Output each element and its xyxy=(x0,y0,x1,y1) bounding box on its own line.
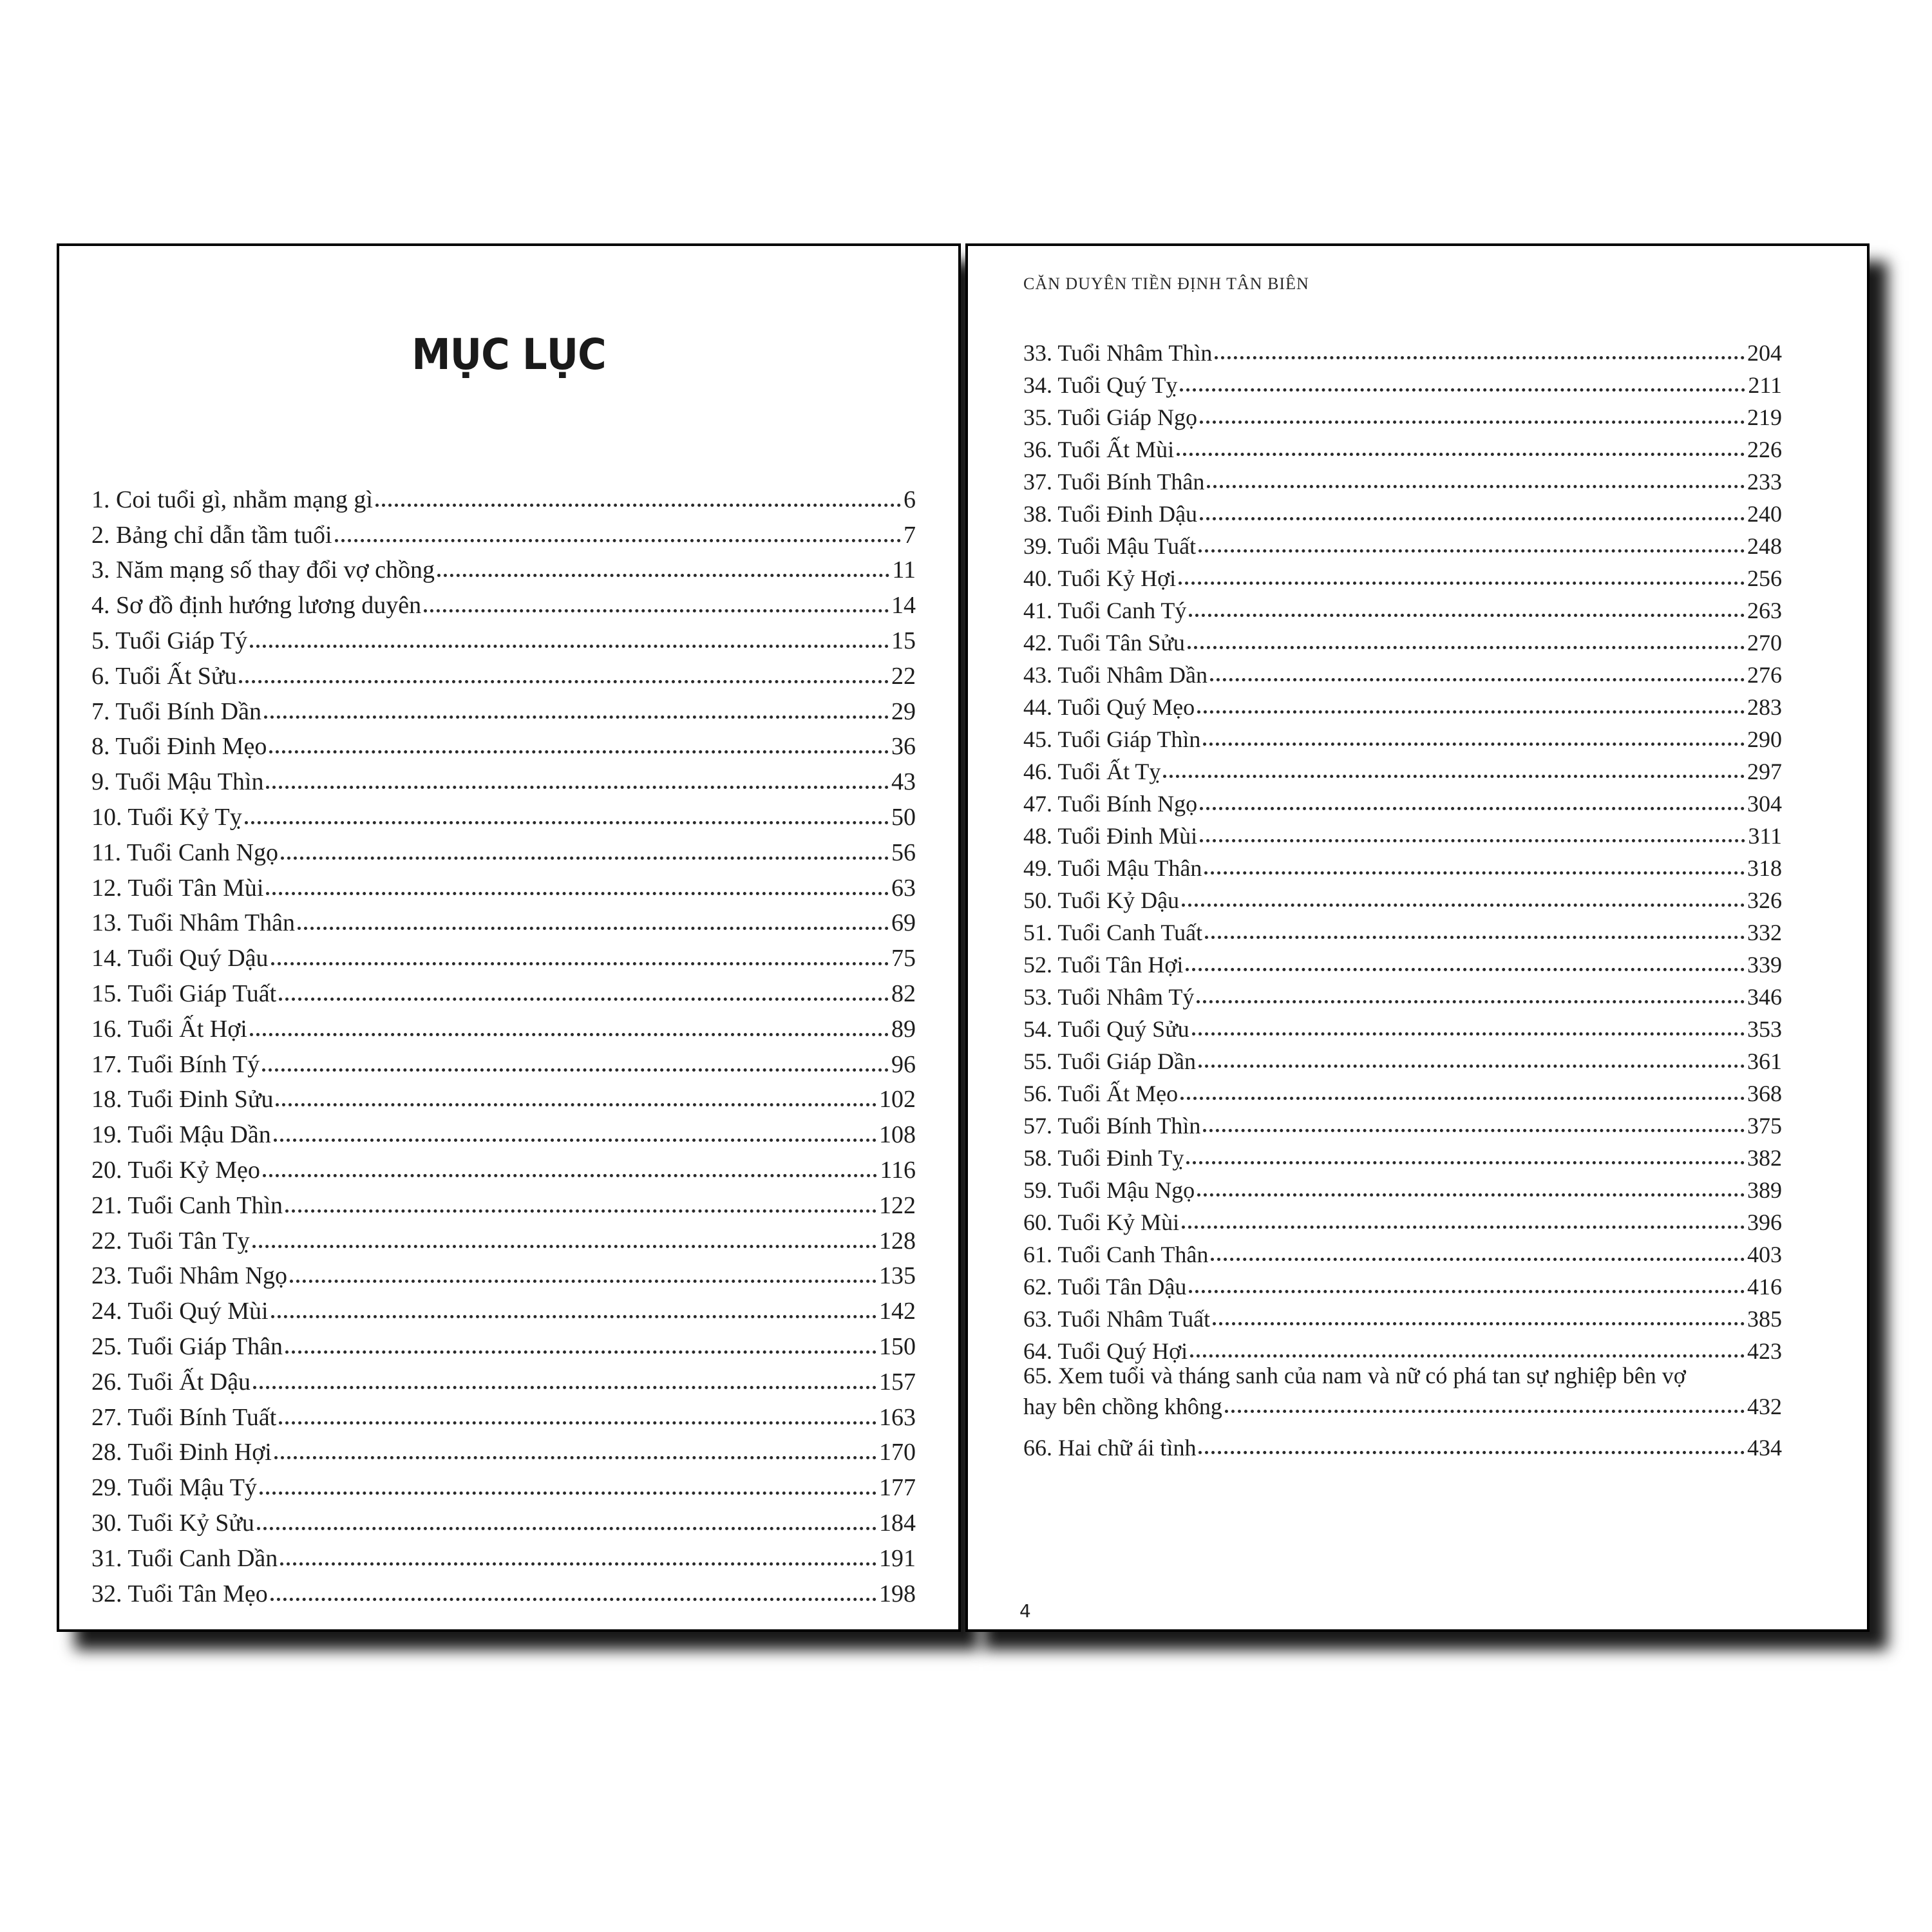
toc-entry xyxy=(1023,527,1782,559)
toc-entry-page: 29 xyxy=(891,697,916,725)
toc-entry-label: 12. Tuổi Tân Mùi xyxy=(91,874,264,902)
toc-entry xyxy=(91,1537,916,1572)
toc-entry-label: 16. Tuổi Ất Hợi xyxy=(91,1015,247,1043)
toc-entry-page: 219 xyxy=(1747,404,1782,430)
dot-leader xyxy=(1198,1451,1745,1454)
toc-entry xyxy=(91,866,916,902)
toc-entry-page: 256 xyxy=(1747,565,1782,591)
toc-entry-label: 54. Tuổi Quý Sửu xyxy=(1023,1016,1189,1042)
toc-entry-label: 62. Tuổi Tân Dậu xyxy=(1023,1274,1187,1300)
toc-entry-page: 184 xyxy=(879,1509,916,1537)
toc-entry-page: 423 xyxy=(1747,1338,1782,1364)
toc-entry-label: 50. Tuổi Kỷ Dậu xyxy=(1023,887,1180,913)
dot-leader xyxy=(262,1068,889,1072)
toc-entry-label: 41. Tuổi Canh Tý xyxy=(1023,598,1187,623)
toc-entry xyxy=(91,513,916,549)
toc-entry-label: 56. Tuổi Ất Mẹo xyxy=(1023,1081,1179,1106)
dot-leader xyxy=(271,962,889,965)
dot-leader xyxy=(252,1245,876,1248)
dot-leader xyxy=(266,892,889,895)
toc-entry-label: 28. Tuổi Đinh Hợi xyxy=(91,1439,272,1466)
toc-entry-page: 434 xyxy=(1747,1435,1782,1461)
toc-entry-page: 128 xyxy=(879,1227,916,1255)
toc-entry-label: 31. Tuổi Canh Dần xyxy=(91,1544,278,1572)
dot-leader xyxy=(271,1315,876,1318)
dot-leader xyxy=(1198,1065,1745,1068)
toc-entry-page: 368 xyxy=(1747,1081,1782,1106)
toc-entry xyxy=(1023,720,1782,752)
toc-entry xyxy=(91,760,916,795)
toc-entry-page: 157 xyxy=(879,1368,916,1396)
dot-leader xyxy=(1189,614,1745,617)
toc-entry-label: 10. Tuổi Kỷ Tỵ xyxy=(91,803,242,831)
toc-entry xyxy=(1023,1267,1782,1300)
toc-entry-page: 375 xyxy=(1747,1113,1782,1139)
toc-entry xyxy=(1023,398,1782,430)
toc-entry-page: 204 xyxy=(1747,340,1782,366)
toc-entry-page: 276 xyxy=(1747,662,1782,688)
toc-entry-label: 35. Tuổi Giáp Ngọ xyxy=(1023,404,1198,430)
toc-entry-page: 304 xyxy=(1747,791,1782,817)
toc-entry xyxy=(91,1113,916,1148)
toc-entry-label: 23. Tuổi Nhâm Ngọ xyxy=(91,1262,288,1290)
dot-leader xyxy=(1182,1226,1745,1229)
toc-entry xyxy=(1023,784,1782,817)
toc-entry xyxy=(91,1255,916,1290)
dot-leader xyxy=(1210,678,1745,681)
toc-entry-label: 15. Tuổi Giáp Tuất xyxy=(91,980,277,1007)
toc-entry-page: 240 xyxy=(1747,501,1782,527)
toc-entry-label: 58. Tuổi Đinh Tỵ xyxy=(1023,1145,1184,1171)
toc-entry-label: 27. Tuổi Bính Tuất xyxy=(91,1403,277,1431)
toc-entry-label: 40. Tuổi Kỷ Hợi xyxy=(1023,565,1177,591)
toc-entry-label: 33. Tuổi Nhâm Thìn xyxy=(1023,340,1213,366)
dot-leader xyxy=(1215,356,1745,359)
dot-leader xyxy=(1200,421,1745,424)
toc-entry-label: 32. Tuổi Tân Mẹo xyxy=(91,1580,268,1607)
toc-entry xyxy=(1023,1428,1782,1461)
dot-leader xyxy=(1180,1097,1745,1100)
left-page xyxy=(57,243,961,1632)
toc-entry-label: hay bên chồng không xyxy=(1023,1394,1222,1419)
toc-entry-page: 50 xyxy=(891,803,916,831)
toc-entry xyxy=(1023,913,1782,945)
toc-entry-label: 24. Tuổi Quý Mùi xyxy=(91,1298,269,1325)
toc-entry xyxy=(91,902,916,937)
toc-entry xyxy=(1023,945,1782,978)
toc-entry-label: 1. Coi tuổi gì, nhằm mạng gì xyxy=(91,486,373,513)
dot-leader xyxy=(260,1492,876,1495)
dot-leader xyxy=(263,1174,878,1177)
toc-entry-page: 403 xyxy=(1747,1242,1782,1267)
toc-entry-label: 3. Năm mạng số thay đổi vợ chồng xyxy=(91,556,435,584)
dot-leader xyxy=(437,574,889,577)
toc-entry-page: 96 xyxy=(891,1050,916,1078)
toc-entry-page: 270 xyxy=(1747,630,1782,656)
toc-entry-label: 49. Tuổi Mậu Thân xyxy=(1023,855,1202,881)
dot-leader xyxy=(1205,936,1745,939)
toc-entry-page: 14 xyxy=(891,592,916,620)
dot-leader xyxy=(1198,549,1745,553)
dot-leader xyxy=(1186,968,1745,971)
toc-entry-page: 89 xyxy=(891,1015,916,1043)
toc-entry-page: 396 xyxy=(1747,1209,1782,1235)
toc-entry-label: 53. Tuổi Nhâm Tý xyxy=(1023,984,1195,1010)
toc-entry-page: 290 xyxy=(1747,726,1782,752)
toc-entry-label: 5. Tuổi Giáp Tý xyxy=(91,627,248,654)
toc-entry-page: 56 xyxy=(891,838,916,866)
dot-leader xyxy=(276,1103,876,1106)
dot-leader xyxy=(274,1139,876,1142)
toc-entry-page: 6 xyxy=(904,486,916,513)
page-number: 4 xyxy=(1019,1600,1031,1622)
dot-leader xyxy=(269,750,889,753)
toc-entry xyxy=(1023,881,1782,913)
toc-entry xyxy=(1023,1171,1782,1203)
toc-entry xyxy=(1023,495,1782,527)
dot-leader xyxy=(1213,1322,1745,1325)
toc-entry xyxy=(1023,817,1782,849)
toc-entry xyxy=(91,1007,916,1043)
dot-leader xyxy=(1197,710,1745,714)
right-page xyxy=(965,243,1870,1632)
dot-leader xyxy=(250,1033,889,1036)
toc-entry-page: 346 xyxy=(1747,984,1782,1010)
toc-entry-page: 318 xyxy=(1747,855,1782,881)
toc-entry-page: 15 xyxy=(891,627,916,654)
dot-leader xyxy=(280,1562,876,1566)
toc-entry-page: 177 xyxy=(879,1474,916,1502)
toc-entry-page: 142 xyxy=(879,1298,916,1325)
toc-entry-page: 361 xyxy=(1747,1048,1782,1074)
toc-entry-page: 116 xyxy=(880,1156,916,1184)
toc-entry-page: 311 xyxy=(1748,823,1782,849)
toc-entry-label: 64. Tuổi Quý Hợi xyxy=(1023,1338,1188,1364)
toc-entry-label: 60. Tuổi Kỷ Mùi xyxy=(1023,1209,1180,1235)
toc-entry-label: 34. Tuổi Quý Tỵ xyxy=(1023,372,1178,398)
toc-list-left xyxy=(91,478,916,1607)
toc-entry-label: 18. Tuổi Đinh Sửu xyxy=(91,1086,274,1113)
toc-entry-label: 44. Tuổi Quý Mẹo xyxy=(1023,694,1195,720)
dot-leader xyxy=(1211,1258,1745,1261)
toc-entry-label: 46. Tuổi Ất Tỵ xyxy=(1023,759,1161,784)
toc-entry-page: 82 xyxy=(891,980,916,1007)
toc-entry xyxy=(1023,752,1782,784)
toc-entry-label: 26. Tuổi Ất Dậu xyxy=(91,1368,251,1396)
toc-entry-label: 63. Tuổi Nhâm Tuất xyxy=(1023,1306,1211,1332)
toc-entry xyxy=(91,936,916,972)
toc-entry xyxy=(91,1078,916,1113)
dot-leader xyxy=(424,609,889,612)
toc-entry-label: 38. Tuổi Đinh Dậu xyxy=(1023,501,1198,527)
toc-entry xyxy=(1023,462,1782,495)
toc-entry-page: 135 xyxy=(879,1262,916,1290)
toc-entry xyxy=(1023,334,1782,366)
toc-entry-label: 29. Tuổi Mậu Tý xyxy=(91,1474,257,1502)
toc-entry-label: 48. Tuổi Đinh Mùi xyxy=(1023,823,1198,849)
dot-leader xyxy=(279,1421,876,1425)
toc-entry xyxy=(1023,1364,1782,1419)
toc-entry-label: 42. Tuổi Tân Sửu xyxy=(1023,630,1185,656)
dot-leader xyxy=(1197,1193,1745,1197)
toc-entry-label: 9. Tuổi Mậu Thìn xyxy=(91,768,264,796)
toc-entry xyxy=(91,1360,916,1396)
toc-entry xyxy=(1023,1042,1782,1074)
dot-leader xyxy=(245,821,889,824)
toc-entry-page: 122 xyxy=(879,1191,916,1219)
toc-entry-page: 163 xyxy=(879,1403,916,1431)
toc-entry xyxy=(1023,591,1782,623)
toc-entry-label: 59. Tuổi Mậu Ngọ xyxy=(1023,1177,1195,1203)
toc-entry-page: 191 xyxy=(879,1544,916,1572)
toc-entry xyxy=(91,478,916,513)
toc-entry-page: 297 xyxy=(1747,759,1782,784)
toc-entry xyxy=(1023,1139,1782,1171)
toc-entry xyxy=(1023,559,1782,591)
toc-entry xyxy=(1023,1010,1782,1042)
toc-entry-label: 19. Tuổi Mậu Dần xyxy=(91,1121,271,1149)
toc-entry xyxy=(91,654,916,690)
dot-leader xyxy=(1179,582,1745,585)
dot-leader xyxy=(1192,1032,1745,1036)
toc-entry-label: 6. Tuổi Ất Sửu xyxy=(91,662,237,690)
toc-entry xyxy=(91,1396,916,1431)
toc-entry xyxy=(91,831,916,866)
dot-leader xyxy=(281,857,889,860)
dot-leader xyxy=(1189,1290,1745,1293)
toc-entry-page: 385 xyxy=(1747,1306,1782,1332)
toc-entry-label: 8. Tuổi Đinh Mẹo xyxy=(91,733,267,761)
dot-leader xyxy=(1225,1410,1745,1413)
dot-leader xyxy=(290,1280,876,1283)
toc-entry-label: 7. Tuổi Bính Dần xyxy=(91,697,261,725)
toc-entry-page: 43 xyxy=(891,768,916,796)
dot-leader xyxy=(274,1456,876,1459)
toc-entry xyxy=(91,1431,916,1466)
toc-entry xyxy=(91,1043,916,1078)
toc-entry-label: 30. Tuổi Kỷ Sửu xyxy=(91,1509,254,1537)
toc-entry-page: 382 xyxy=(1747,1145,1782,1171)
toc-entry-page: 63 xyxy=(891,874,916,902)
toc-entry-page: 198 xyxy=(879,1580,916,1607)
toc-entry-page: 389 xyxy=(1747,1177,1782,1203)
toc-entry xyxy=(91,1572,916,1607)
toc-list-right xyxy=(1023,334,1782,1461)
toc-entry-page: 211 xyxy=(1748,372,1782,398)
dot-leader xyxy=(1180,388,1745,392)
toc-entry xyxy=(91,619,916,654)
dot-leader xyxy=(1197,1000,1745,1003)
toc-entry-label: 20. Tuổi Kỷ Mẹo xyxy=(91,1156,260,1184)
toc-entry-page: 102 xyxy=(879,1086,916,1113)
toc-entry-page: 150 xyxy=(879,1332,916,1360)
toc-entry xyxy=(1023,366,1782,398)
dot-leader xyxy=(1200,807,1745,810)
toc-entry-page: 416 xyxy=(1747,1274,1782,1300)
toc-entry-label: 55. Tuổi Giáp Dần xyxy=(1023,1048,1197,1074)
toc-entry-label: 37. Tuổi Bính Thân xyxy=(1023,469,1205,495)
toc-entry xyxy=(1023,1300,1782,1332)
toc-entry-page: 170 xyxy=(879,1439,916,1466)
toc-entry xyxy=(1023,1074,1782,1106)
dot-leader xyxy=(335,539,901,542)
toc-entry xyxy=(91,549,916,584)
toc-entry-page: 432 xyxy=(1747,1394,1782,1419)
toc-entry-label: 13. Tuổi Nhâm Thân xyxy=(91,909,296,937)
toc-entry-page: 11 xyxy=(892,556,916,584)
toc-entry-page: 283 xyxy=(1747,694,1782,720)
toc-entry-label: 21. Tuổi Canh Thìn xyxy=(91,1191,283,1219)
toc-entry-label: 39. Tuổi Mậu Tuất xyxy=(1023,533,1197,559)
toc-entry-page: 233 xyxy=(1747,469,1782,495)
toc-entry-label: 51. Tuổi Canh Tuất xyxy=(1023,920,1203,945)
toc-entry-page: 339 xyxy=(1747,952,1782,978)
toc-entry xyxy=(1023,656,1782,688)
toc-entry-label: 57. Tuổi Bính Thìn xyxy=(1023,1113,1201,1139)
toc-entry-label: 11. Tuổi Canh Ngọ xyxy=(91,838,278,866)
toc-entry xyxy=(91,1219,916,1255)
dot-leader xyxy=(1163,775,1745,778)
toc-entry-page: 108 xyxy=(879,1121,916,1149)
toc-entry-page: 353 xyxy=(1747,1016,1782,1042)
toc-entry xyxy=(1023,430,1782,462)
toc-title: MỤC LỤC xyxy=(412,330,606,379)
toc-entry xyxy=(1023,623,1782,656)
toc-entry xyxy=(1023,1235,1782,1267)
dot-leader xyxy=(266,786,889,789)
toc-entry-label: 14. Tuổi Quý Dậu xyxy=(91,945,269,972)
toc-entry xyxy=(91,1466,916,1501)
dot-leader xyxy=(264,715,889,719)
dot-leader xyxy=(1188,646,1745,649)
dot-leader xyxy=(375,504,901,507)
dot-leader xyxy=(279,998,889,1001)
toc-entry xyxy=(91,795,916,831)
toc-entry xyxy=(1023,978,1782,1010)
toc-entry-label: 61. Tuổi Canh Thân xyxy=(1023,1242,1209,1267)
dot-leader xyxy=(1190,1354,1745,1358)
toc-entry-label: 45. Tuổi Giáp Thìn xyxy=(1023,726,1201,752)
dot-leader xyxy=(1200,839,1745,842)
toc-entry-page: 7 xyxy=(904,521,916,549)
toc-entry-label: 66. Hai chữ ái tình xyxy=(1023,1435,1197,1461)
toc-entry-page: 226 xyxy=(1747,437,1782,462)
toc-entry xyxy=(91,972,916,1007)
toc-entry xyxy=(1023,849,1782,881)
dot-leader xyxy=(1207,485,1745,488)
toc-entry-label: 47. Tuổi Bính Ngọ xyxy=(1023,791,1198,817)
toc-entry-page: 263 xyxy=(1747,598,1782,623)
toc-entry-page: 326 xyxy=(1747,887,1782,913)
toc-entry xyxy=(91,1148,916,1184)
dot-leader xyxy=(239,680,889,683)
toc-entry-label: 65. Xem tuổi và tháng sanh của nam và nữ có phá tan sự nghiệp bên vợ xyxy=(1023,1363,1686,1388)
dot-leader xyxy=(1204,871,1745,875)
toc-entry-page: 248 xyxy=(1747,533,1782,559)
toc-entry xyxy=(91,583,916,619)
dot-leader xyxy=(253,1386,876,1389)
dot-leader xyxy=(1182,904,1745,907)
dot-leader xyxy=(298,927,889,930)
toc-entry xyxy=(1023,1106,1782,1139)
running-head: CĂN DUYÊN TIỀN ĐỊNH TÂN BIÊN xyxy=(1023,274,1309,293)
toc-entry xyxy=(91,1184,916,1219)
dot-leader xyxy=(1186,1161,1745,1164)
toc-entry xyxy=(1023,1332,1782,1364)
dot-leader xyxy=(1177,453,1745,456)
toc-entry xyxy=(91,1325,916,1360)
dot-leader xyxy=(257,1527,876,1530)
dot-leader xyxy=(1203,1129,1745,1132)
toc-entry-label: 36. Tuổi Ất Mùi xyxy=(1023,437,1175,462)
toc-entry-label: 25. Tuổi Giáp Thân xyxy=(91,1332,283,1360)
toc-entry xyxy=(1023,688,1782,720)
toc-entry xyxy=(91,690,916,725)
toc-entry-label: 17. Tuổi Bính Tý xyxy=(91,1050,260,1078)
toc-entry-label: 22. Tuổi Tân Tỵ xyxy=(91,1227,250,1255)
dot-leader xyxy=(285,1209,876,1213)
toc-entry-page: 22 xyxy=(891,662,916,690)
dot-leader xyxy=(250,645,889,648)
dot-leader xyxy=(285,1350,876,1354)
toc-entry xyxy=(91,1501,916,1537)
toc-entry xyxy=(91,725,916,761)
toc-entry-label: 4. Sơ đồ định hướng lương duyên xyxy=(91,592,422,620)
dot-leader xyxy=(1200,517,1745,520)
dot-leader xyxy=(1203,743,1745,746)
toc-entry xyxy=(91,1289,916,1325)
toc-entry-page: 69 xyxy=(891,909,916,937)
toc-entry xyxy=(1023,1203,1782,1235)
toc-entry-page: 75 xyxy=(891,945,916,972)
dot-leader xyxy=(270,1598,876,1601)
toc-entry-label: 43. Tuổi Nhâm Dần xyxy=(1023,662,1208,688)
toc-entry-page: 332 xyxy=(1747,920,1782,945)
toc-entry-label: 2. Bảng chỉ dẫn tầm tuổi xyxy=(91,521,332,549)
toc-entry-page: 36 xyxy=(891,733,916,761)
toc-entry-label: 52. Tuổi Tân Hợi xyxy=(1023,952,1184,978)
